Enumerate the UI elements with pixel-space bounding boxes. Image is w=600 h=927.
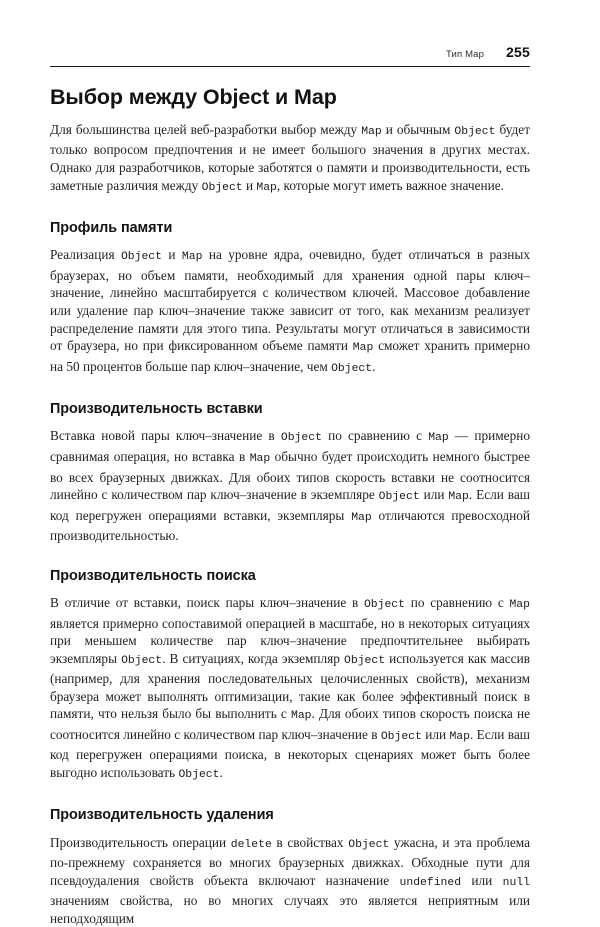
insertion-performance-paragraph xyxy=(50,427,530,544)
text-run: . Если ваш код перегружен операциями вставки, экземпляры xyxy=(50,487,530,523)
text-run: в свойствах xyxy=(271,834,349,850)
text-run: и xyxy=(161,247,182,263)
code-term: Object xyxy=(121,654,163,667)
code-term: Object xyxy=(120,251,162,264)
code-term: Object xyxy=(363,599,405,611)
section-delete-performance: Производительность удаления xyxy=(50,807,274,824)
code-term: Object xyxy=(380,730,422,743)
memory-profile-paragraph xyxy=(50,246,530,378)
text-run: или xyxy=(461,872,503,888)
code-term: Map xyxy=(509,599,530,611)
text-run: на уровне ядра, очевидно, будет отличаться в разных браузерах, но объем памяти, необходимый для хранения одной пары ключ–значение, линейно масштабируется с количеством ключей. Массовое добавление или удаление пар ключ–значение также зависит от того, как механизм реализует распределение памяти для этого типа. Результаты могут отличаться в зависимости от браузера, но при фиксированном объеме памяти xyxy=(50,247,531,354)
code-term: Map xyxy=(256,181,277,194)
section-lookup-performance: Производительность поиска xyxy=(50,567,256,584)
code-term: Object xyxy=(280,432,322,445)
text-run: В отличие от вставки, поиск пары ключ–значение в xyxy=(50,595,364,610)
text-run: или xyxy=(419,487,449,503)
text-run: Реализация xyxy=(50,247,121,263)
text-run: значениям свойства, но во многих случаях это является неприятным или неподходящим xyxy=(50,893,530,926)
page-title: Выбор между Object и Map xyxy=(50,84,337,109)
text-run: сможет хранить примерно на 50 процентов больше пар ключ–значение, чем xyxy=(50,338,530,374)
text-run: . xyxy=(372,358,376,374)
code-term: Object xyxy=(454,125,496,138)
code-term: Map xyxy=(448,491,469,504)
text-run: и обычным xyxy=(381,121,455,137)
text-run: будет только вопросом предпочтения и не имеет большого значения в других местах. Однако для разработчиков, которые заботятся о памяти и производительности, есть заметные различия между xyxy=(50,121,531,193)
text-run: ужасна, и эта проблема по-прежнему сохраняется во многих браузерных движках. Обходные пути для псевдоудаления свойств объекта включают назначение xyxy=(50,834,530,888)
running-head xyxy=(50,0,530,60)
text-run: Производительность операции xyxy=(50,834,231,850)
text-run: используется как массив (например, для хранения последовательных целочисленных свойств), механизм браузера может выполнять оптимизации, такие как более эффективный поиск в памяти, что нельзя было бы выполнить с xyxy=(50,650,530,722)
text-run: , которые могут иметь важное значение. xyxy=(276,177,504,193)
text-run: Для большинства целей веб-разработки выбор между xyxy=(50,121,362,137)
code-term: Object xyxy=(378,491,420,504)
code-term: null xyxy=(502,876,530,889)
text-run: отличаются превосходной производительностью. xyxy=(50,507,530,544)
text-run: — примерно сравнимая операция, но вставка в xyxy=(50,428,530,464)
code-term: Object xyxy=(201,181,243,194)
section-memory-profile: Профиль памяти xyxy=(50,220,173,237)
code-term: Map xyxy=(449,730,470,743)
code-term: Map xyxy=(249,452,271,465)
text-run: и xyxy=(242,177,257,193)
code-term: undefined xyxy=(399,876,462,889)
lookup-performance-paragraph xyxy=(50,594,530,784)
text-run: по сравнению с xyxy=(404,595,510,610)
header-divider xyxy=(50,66,530,67)
page-content-column xyxy=(50,0,530,927)
text-run: обычно будет происходить немного быстрее во всех браузерных движках. Для обоих типов скорость вставки не соотносится линейно с количеством пар ключ–значение в экземпляре xyxy=(50,448,530,503)
code-term: Object xyxy=(344,654,386,667)
body-text xyxy=(50,121,530,927)
code-term: delete xyxy=(230,838,272,851)
code-term: Map xyxy=(352,342,374,355)
code-term: Object xyxy=(178,768,220,781)
code-term: Map xyxy=(290,710,312,723)
text-run: или xyxy=(421,726,450,742)
intro-paragraph xyxy=(50,121,530,197)
code-term: Map xyxy=(181,251,203,264)
text-run: . В ситуациях, когда экземпляр xyxy=(162,650,345,666)
text-run: Вставка новой пары ключ–значение в xyxy=(50,428,281,444)
code-term: Map xyxy=(428,432,449,445)
text-run: . Если ваш код перегружен операциями поиска, в некоторых сценариях может быть более выгодно использовать xyxy=(50,726,530,780)
text-run: . xyxy=(219,764,223,780)
page-number: 255 xyxy=(506,44,530,60)
section-insertion-performance: Производительность вставки xyxy=(50,401,263,418)
text-run: является примерно сопоставимой операцией в масштабе, но в некоторых ситуациях при меньшем количестве пар ключ–значение предпочтительнее выбирать экземпляры xyxy=(50,615,530,666)
code-term: Object xyxy=(348,838,390,851)
code-term: Map xyxy=(361,125,382,138)
text-run: по сравнению с xyxy=(321,428,429,444)
code-term: Object xyxy=(331,362,373,375)
running-head-title: Тип Map xyxy=(446,49,485,60)
code-term: Map xyxy=(351,511,372,524)
text-run: . Для обоих типов скорость поиска не соотносится линейно с количеством пар ключ–значение в xyxy=(50,706,530,742)
